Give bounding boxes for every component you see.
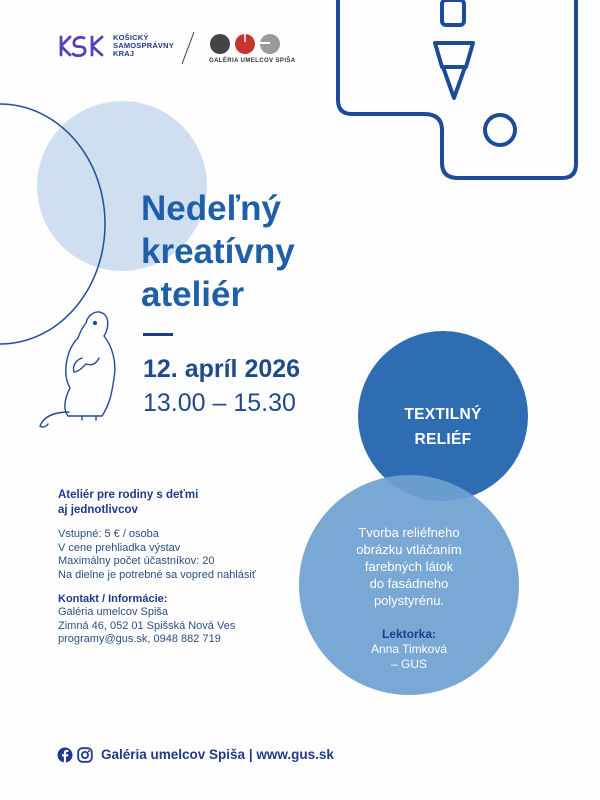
footer-text[interactable]: Galéria umelcov Spiša | www.gus.sk [101, 747, 334, 762]
title-line: Nedeľný [141, 189, 281, 228]
contact-line: programy@gus.sk, 0948 882 719 [58, 633, 221, 645]
workshop-title [358, 402, 528, 452]
title-dash [143, 333, 173, 336]
lecturer-line: Anna Timková [370, 642, 448, 656]
event-title [141, 187, 295, 316]
event-date: 12. apríl 2026 [143, 355, 301, 383]
audience-heading-line: aj jednotlivcov [58, 504, 138, 516]
ksk-logo-mark [57, 33, 109, 59]
details-item: Maximálny počet účastníkov: 20 [58, 555, 215, 567]
ksk-text-line: KRAJ [113, 49, 135, 58]
workshop-description [324, 524, 494, 609]
instagram-icon[interactable] [77, 747, 93, 763]
audience-heading-line: Ateliér pre rodiny s deťmi [58, 489, 199, 501]
gus-logo-text: GALÉRIA UMELCOV SPIŠA [209, 58, 296, 64]
details-item: Na dielne je potrebné sa vopred nahlásiť [58, 568, 256, 581]
audience-heading [58, 488, 198, 518]
details-item: Vstupné: 5 € / osoba [58, 528, 159, 540]
facebook-icon[interactable] [57, 747, 73, 763]
ksk-text-line: KOŠICKÝ [113, 33, 149, 42]
event-time: 13.00 – 15.30 [143, 389, 296, 417]
ksk-logo [57, 33, 109, 64]
details-item: V cene prehliadka výstav [58, 541, 181, 554]
description-line: do fasádneho [369, 576, 449, 591]
lecturer-block [324, 627, 494, 672]
description-line: Tvorba reliéfneho [358, 525, 460, 540]
title-line: ateliér [141, 275, 245, 314]
title-line: kreatívny [141, 232, 295, 271]
lecturer-label: Lektorka: [381, 627, 437, 641]
workshop-title-line: RELIÉF [414, 431, 472, 448]
contact-lines [58, 606, 235, 647]
contact-line: Galéria umelcov Spiša [58, 606, 169, 618]
description-line: farebných látok [364, 559, 454, 574]
details-list [58, 528, 256, 582]
contact-heading: Kontakt / Informácie: [58, 593, 168, 605]
description-line: obrázku vtláčaním [356, 542, 462, 557]
contact-line: Zimná 46, 052 01 Spišská Nová Ves [58, 619, 236, 632]
workshop-title-line: TEXTILNÝ [404, 406, 482, 423]
lecturer-line: – GUS [390, 657, 427, 671]
ksk-text-line: SAMOSPRÁVNY [113, 41, 174, 50]
logo-divider [180, 30, 196, 66]
ksk-logo-text [113, 34, 174, 58]
brush-frame-illustration [338, 0, 576, 178]
gus-logo-mark [209, 33, 283, 55]
description-line: polystyrénu. [373, 593, 445, 608]
